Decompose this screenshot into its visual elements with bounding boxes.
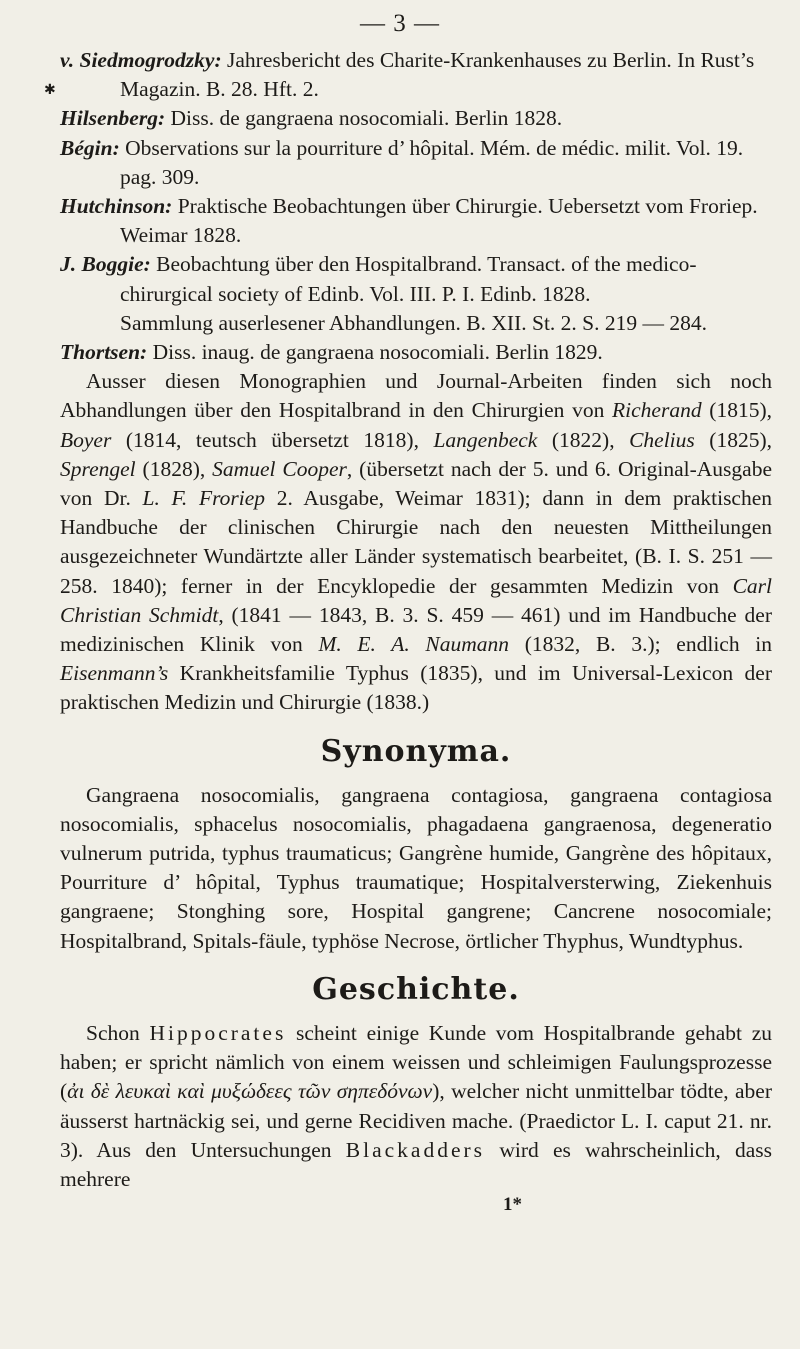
paragraph-geschichte: Schon Hippocrates scheint einige Kunde vom Hospitalbrande gehabt zu haben; er spricht nämlich von einem weissen und schleimigen Faulungsprozesse (ἀι δὲ λευκαὶ καὶ μυξώδεες τῶν σηπεδόνων), welcher nicht unmittelbar tödte, aber äusserst hartnäckig sei, und gerne Recidiven mache. (Praedictor L. I. caput 21. nr. 3). Aus den Untersuchungen Blackadders wird es wahrscheinlich, dass mehrere	[60, 1020, 772, 1191]
reference-entry	[60, 338, 772, 367]
reference-entry	[60, 134, 772, 192]
ref-text: Observations sur la pourriture d’ hôpital. Mém. de médic. milit. Vol. 19. pag. 309.	[119, 135, 744, 189]
section-heading-geschichte: Geschichte.	[312, 971, 520, 1007]
reference-entry	[60, 250, 772, 308]
ref-text: Beobachtung über den Hospitalbrand. Transact. of the medico-chirurgical society of Edinb. Vol. III. P. I. Edinb. 1828.	[120, 252, 697, 306]
ref-author: Hutchinson:	[60, 194, 173, 219]
ref-author: Thortsen:	[60, 340, 148, 365]
paragraph-literature: Ausser diesen Monographien und Journal-Arbeiten finden sich noch Abhandlungen über den Hospitalbrand in den Chirurgien von Richerand (1815), Boyer (1814, teutsch übersetzt 1818), Langenbeck (1822), Chelius (1825), Sprengel (1828), Samuel Cooper, (übersetzt nach der 5. und 6. Original-Ausgabe von Dr. L. F. Froriep 2. Ausgabe, Weimar 1831); dann in dem praktischen Handbuche der clinischen Chirurgie nach den neuesten Mittheilungen ausgezeichneter Wundärtzte aller Länder systematisch bearbeitet, (B. I. S. 251 — 258. 1840); ferner in der Encyklopedie der gesammten Medizin von Carl Christian Schmidt, (1841 — 1843, B. 3. S. 459 — 461) und im Handbuche der medizinischen Klinik von M. E. A. Naumann (1832, B. 3.); endlich in Eisenmann’s Krankheitsfamilie Typhus (1835), und im Universal-Lexicon der praktischen Medizin und Chirurgie (1838.)	[60, 369, 773, 715]
reference-subentry: Sammlung auserlesener Abhandlungen. B. XII. St. 2. S. 219 — 284.	[120, 310, 708, 335]
signature-mark: 1*	[503, 1194, 522, 1216]
margin-mark: ✱	[44, 83, 56, 98]
body-text	[60, 46, 772, 1216]
reference-entry	[60, 46, 772, 104]
reference-entry	[60, 104, 772, 133]
ref-author: J. Boggie:	[60, 252, 151, 277]
ref-author: v. Siedmogrodzky:	[60, 48, 222, 72]
ref-text: Diss. inaug. de gangraena nosocomiali. Berlin 1829.	[147, 340, 603, 365]
ref-text: Praktische Beobachtungen über Chirurgie. Uebersetzt vom Froriep. Weimar 1828.	[120, 194, 758, 248]
section-heading-synonyma: Synonyma.	[320, 733, 512, 769]
ref-text: Diss. de gangraena nosocomiali. Berlin 1828.	[165, 106, 563, 131]
reference-entry	[60, 192, 772, 250]
page-number: — 3 —	[360, 10, 440, 37]
paragraph-synonyma: Gangraena nosocomialis, gangraena contagiosa, gangraena contagiosa nosocomialis, sphacelus nosocomialis, phagadaena gangraenosa, degeneratio vulnerum putrida, typhus traumaticus; Gangrène humide, Gangrène des hôpitaux, Pourriture d’ hôpital, Typhus traumatique; Hospitalversterwing, Ziekenhuis gangraene; Stonghing sore, Hospital gangrene; Cancrene nosocomiale; Hospitalbrand, Spitals-fäule, typhöse Necrose, örtlicher Thyphus, Wundtyphus.	[60, 782, 772, 953]
ref-text: Jahresbericht des Charite-Krankenhauses zu Berlin. In Rust’s Magazin. B. 28. Hft. 2.	[120, 48, 755, 102]
ref-author: Hilsenberg:	[60, 106, 166, 131]
ref-author: Bégin:	[60, 135, 120, 160]
